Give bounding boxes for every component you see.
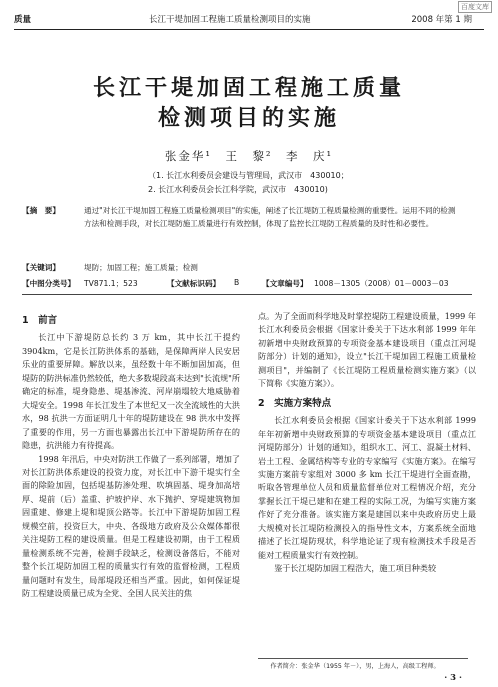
section-1-title: 1 前言 — [22, 315, 58, 326]
article-id-label: 【文章编号】 — [262, 279, 308, 288]
keywords-text: 堤防；加固工程；施工质量；检测 — [84, 263, 198, 272]
paper-title-line-1: 长江干堤加固工程施工质量 — [92, 76, 405, 101]
footnote-divider — [258, 658, 468, 659]
issue-number: 2008 年第 1 期 — [411, 15, 472, 25]
left-column — [22, 310, 240, 601]
abstract-text: 通过"对长江干堤加固工程施工质量检测项目"的实施，阐述了长江堤防工程质量检测的重要性。运用不同的检测方法和检测手段，对长江堤防施工质量进行有效控制，体现了监控长江堤防工程质量的及时性和必要性。 — [84, 206, 456, 228]
body-paragraph: 1998 年汛后，中央对防洪工作做了一系列部署，增加了对长江防洪体系建设的投资力度，对长江中下游干堤实行全面的除险加固，包括堤基防渗处理、吹填固基、堤身加高培厚、堤前（后）盖重、护坡护岸、水下抛护、穿堤建筑物加固重建、修建上堤和堤顶公路等。长江中下游堤防加固工程规模空前，投资巨大，中央、各级地方政府及公众媒体都很关注堤防工程的建设质量。但是工程建设初期，由于工程质量检测系统不完善，检测手段缺乏，检测设备落后，不能对整个长江堤防加固工程的质量实行有效的监督检测，工程质量问题时有发生，局部堤段还相当严重。因此，如何保证堤防工程建设质量已成为全党、全国人民关注的焦 — [22, 453, 240, 599]
affiliation-1: （1. 长江水利委员会建设与管理局，武汉市 430010； — [148, 171, 349, 180]
author-list: 张金华¹ 王 黎² 李 庆¹ — [164, 149, 334, 163]
author-footnote: 作者简介：张金华（1955 年－），男，上海人，高级工程师。 — [270, 663, 440, 670]
journal-name: 质量 — [14, 15, 32, 25]
meta-divider — [22, 294, 472, 295]
clc-label: 【中图分类号】 — [22, 279, 76, 288]
article-id-value: 1008－1305（2008）01－0003－03 — [314, 279, 449, 288]
watermark: 百度文库 — [458, 1, 492, 13]
right-column — [258, 310, 476, 576]
doc-code-label: 【文献标识码】 — [167, 279, 221, 288]
keywords-label: 【关键词】 — [22, 263, 60, 272]
running-title: 长江干堤加固工程施工质量检测项目的实施 — [149, 15, 311, 25]
body-paragraph: 点。为了全面而科学地及时掌控堤防工程建设质量，1999 年长江水利委员会根据《国家计委关于下达水利部 1999 年年初新增中央财政预算的专项资金基本建设项目（重点江河堤防部分）计划的通知》，设立"长江干堤加固工程施工质量检测项目"，并编制了《长江堤防工程质量检测实施方案》（以下简称《实施方案》）。 — [258, 311, 476, 389]
clc-value: TV871.1；523 — [84, 279, 138, 288]
header-divider — [14, 29, 484, 30]
body-paragraph: 长江中下游堤防总长约 3 万 km，其中长江干提约 3904km，它是长江防洪体系的基础，是保障两岸人民安居乐业的重要屏障。解放以来，虽经数十年不断加固加高，但堤防的防洪标准仍然较低，绝大多数堤段高未达到"长流规"所确定的标准，堤身隐患、堤基渗流、河岸崩塌较大地威胁着大堤安全。1998 年长江发生了本世纪又一次全流域性的大洪水，98 抗洪一方面证明几十年的堤防建设在 98 洪水中发挥了重要的作用，另一方面也暴露出长江中下游堤防所存在的隐患，抗洪能力有待提高。 — [22, 332, 240, 451]
paper-title-line-2: 检测项目的实施 — [157, 106, 340, 131]
doc-code-value: B — [234, 278, 240, 287]
page-number: · 3 · — [444, 673, 462, 683]
running-header — [14, 13, 484, 28]
body-paragraph: 鉴于长江堤防加固工程浩大，施工项目种类较 — [274, 563, 437, 574]
section-2-title: 2 实施方案特点 — [258, 397, 332, 409]
abstract-label: 【摘 要】 — [22, 206, 60, 215]
affiliation-2: 2. 长江水利委员会长江科学院，武汉市 430010) — [148, 185, 328, 194]
body-paragraph: 长江水利委员会根据《国家计委关于下达水利部 1999 年年初新增中央财政预算的专项资金基本建设项目（重点江河堤防部分）计划的通知》，组织水工、河工、混凝土材料、岩土工程、金属结构等专业的专家编写《实施方案》。在编写实施方案前专家组对 3000 多 km 长江干堤进行全面查勘，听取各管理单位人员和质量监督单位对工程情况介绍，充分掌握长江干堤已建和在建工程的实际工况，为编写实施方案作好了充分准备。该实施方案是建国以来中央政府历史上最大规模对长江堤防检测投入的指导性文本，方案系统全面地描述了长江堤防现状，科学地论证了现有检测技术手段是否能对工程质量实行有效控制。 — [258, 415, 476, 560]
